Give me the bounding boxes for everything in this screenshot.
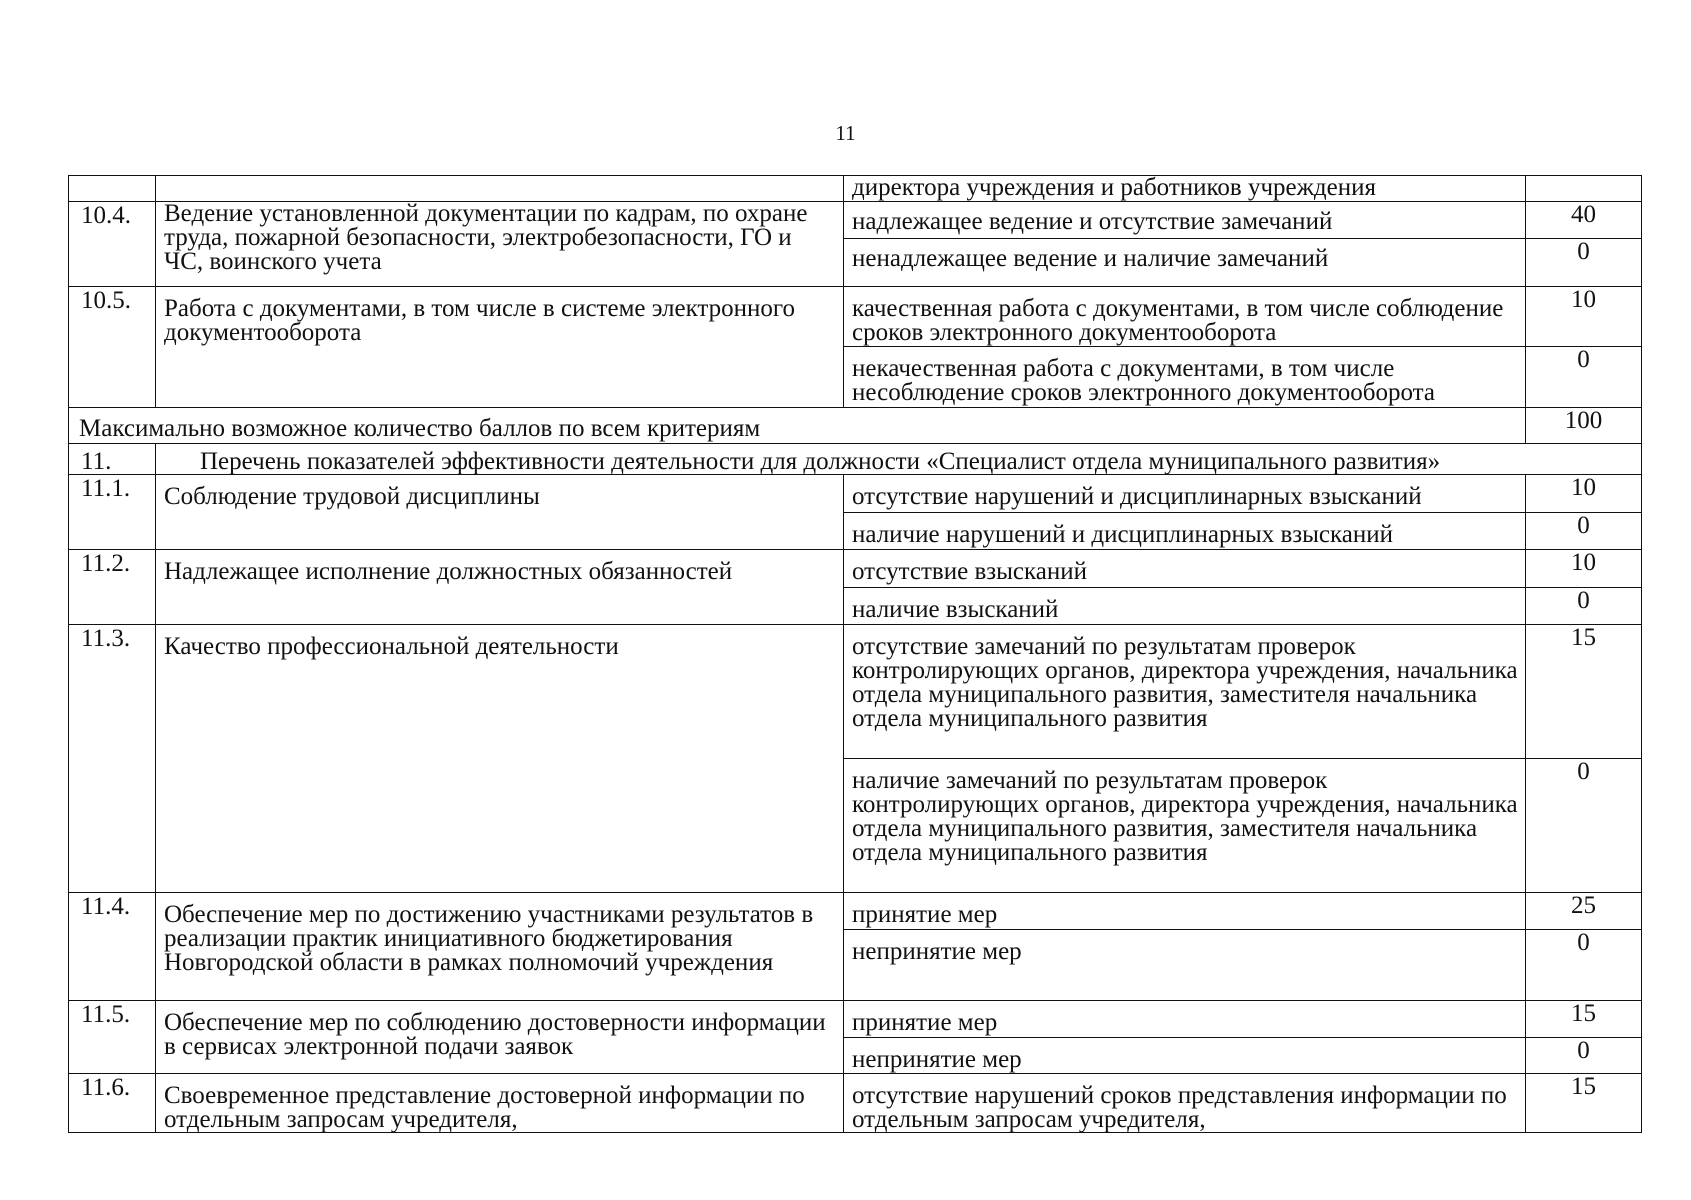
criterion-name-cell: Работа с документами, в том числе в системе электронного документооборота [156,287,844,408]
points-cell: 0 [1526,347,1642,408]
condition-cell: отсутствие нарушений и дисциплинарных взысканий [844,475,1526,513]
row-number-cell: 11.2. [69,550,156,625]
condition-cell: отсутствие замечаний по результатам проверок контролирующих органов, директора учреждения, начальника отдела муниципального развития, заместителя начальника отдела муниципального развития [844,625,1526,759]
condition-cell: наличие замечаний по результатам проверок контролирующих органов, директора учреждения, начальника отдела муниципального развития, заместителя начальника отдела муниципального развития [844,759,1526,893]
condition-cell: ненадлежащее ведение и наличие замечаний [844,239,1526,287]
points-cell: 10 [1526,287,1642,347]
criteria-table [68,175,1642,1133]
condition-cell: непринятие мер [844,930,1526,1001]
points-cell: 0 [1526,513,1642,550]
points-cell [1526,176,1642,202]
section-title-cell: Перечень показателей эффективности деятельности для должности «Специалист отдела муниципального развития» [156,444,1642,475]
criterion-name-cell: Соблюдение трудовой дисциплины [156,475,844,550]
criterion-name-cell: Надлежащее исполнение должностных обязанностей [156,550,844,625]
section-number-cell: 11. [69,444,156,475]
condition-cell: принятие мер [844,1001,1526,1038]
points-cell: 40 [1526,202,1642,239]
row-number-cell [69,176,156,202]
points-cell: 0 [1526,588,1642,625]
table-row [69,893,1642,930]
condition-cell: принятие мер [844,893,1526,930]
condition-cell: непринятие мер [844,1038,1526,1074]
criterion-name-cell: Ведение установленной документации по кадрам, по охране труда, пожарной безопасности, электробезопасности, ГО и ЧС, воинского учета [156,202,844,287]
table-row [69,287,1642,347]
points-cell: 15 [1526,625,1642,759]
points-cell: 0 [1526,239,1642,287]
criterion-name-cell: Качество профессиональной деятельности [156,625,844,893]
condition-cell: надлежащее ведение и отсутствие замечаний [844,202,1526,239]
condition-cell: директора учреждения и работников учреждения [844,176,1526,202]
table-row [69,625,1642,759]
table-row [69,202,1642,239]
criterion-name-cell: Своевременное представление достоверной информации по отдельным запросам учредителя, [156,1074,844,1133]
points-cell: 0 [1526,1038,1642,1074]
row-number-cell: 11.3. [69,625,156,893]
condition-cell: качественная работа с документами, в том числе соблюдение сроков электронного документооборота [844,287,1526,347]
criterion-name-cell [156,176,844,202]
row-number-cell: 10.4. [69,202,156,287]
condition-cell: отсутствие взысканий [844,550,1526,588]
points-cell: 0 [1526,759,1642,893]
points-cell: 10 [1526,550,1642,588]
table-row [69,550,1642,588]
table-row [69,176,1642,202]
page-number: 11 [835,121,856,145]
criterion-name-cell: Обеспечение мер по соблюдению достоверности информации в сервисах электронной подачи заявок [156,1001,844,1074]
row-number-cell: 11.5. [69,1001,156,1074]
table-row [69,444,1642,475]
row-number-cell: 11.4. [69,893,156,1001]
table-row [69,475,1642,513]
table-row [69,1001,1642,1038]
total-label-cell: Максимально возможное количество баллов по всем критериям [69,408,1526,444]
points-cell: 15 [1526,1001,1642,1038]
points-cell: 10 [1526,475,1642,513]
table-row [69,1074,1642,1133]
condition-cell: наличие взысканий [844,588,1526,625]
condition-cell: некачественная работа с документами, в том числе несоблюдение сроков электронного документооборота [844,347,1526,408]
points-cell: 15 [1526,1074,1642,1133]
points-cell: 25 [1526,893,1642,930]
row-number-cell: 10.5. [69,287,156,408]
condition-cell: наличие нарушений и дисциплинарных взысканий [844,513,1526,550]
total-points-cell: 100 [1526,408,1642,444]
row-number-cell: 11.6. [69,1074,156,1133]
table-row [69,408,1642,444]
criterion-name-cell: Обеспечение мер по достижению участниками результатов в реализации практик инициативного бюджетирования Новгородской области в рамках полномочий учреждения [156,893,844,1001]
row-number-cell: 11.1. [69,475,156,550]
points-cell: 0 [1526,930,1642,1001]
condition-cell: отсутствие нарушений сроков представления информации по отдельным запросам учредителя, [844,1074,1526,1133]
